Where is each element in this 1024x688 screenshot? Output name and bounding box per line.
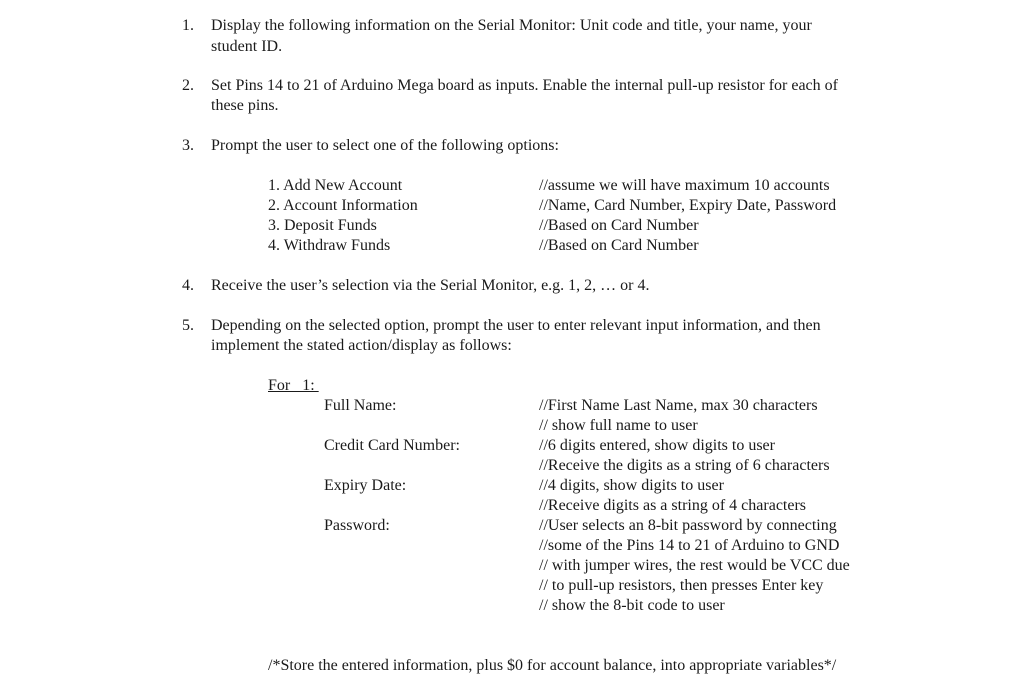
option-comment: //assume we will have maximum 10 accounts bbox=[539, 177, 830, 194]
item-number: 5. bbox=[182, 317, 194, 334]
item-text: these pins. bbox=[211, 97, 279, 114]
field-label-password: Password: bbox=[324, 517, 390, 534]
footer-comment: /*Store the entered information, plus $0 for account balance, into appropriate variables*/ bbox=[268, 657, 837, 674]
field-comment: //User selects an 8-bit password by connecting bbox=[539, 517, 837, 534]
field-comment: // show full name to user bbox=[539, 417, 698, 434]
option-comment: //Based on Card Number bbox=[539, 237, 699, 254]
field-comment: //Receive the digits as a string of 6 characters bbox=[539, 457, 830, 474]
field-label-full-name: Full Name: bbox=[324, 397, 397, 414]
item-text: Set Pins 14 to 21 of Arduino Mega board as inputs. Enable the internal pull-up resistor for each of bbox=[211, 77, 838, 94]
option-comment: //Based on Card Number bbox=[539, 217, 699, 234]
item-text: implement the stated action/display as follows: bbox=[211, 337, 512, 354]
item-number: 1. bbox=[182, 17, 194, 34]
field-comment: // show the 8-bit code to user bbox=[539, 597, 725, 614]
field-label-credit-card: Credit Card Number: bbox=[324, 437, 460, 454]
for1-heading: For 1: bbox=[268, 377, 319, 394]
field-label-expiry-date: Expiry Date: bbox=[324, 477, 407, 494]
item-number: 2. bbox=[182, 77, 194, 94]
item-text: Receive the user’s selection via the Serial Monitor, e.g. 1, 2, … or 4. bbox=[211, 277, 650, 294]
field-comment: // with jumper wires, the rest would be VCC due bbox=[539, 557, 850, 574]
option-label: 1. Add New Account bbox=[268, 177, 403, 194]
option-comment: //Name, Card Number, Expiry Date, Password bbox=[539, 197, 837, 214]
field-comment: // to pull-up resistors, then presses Enter key bbox=[539, 577, 824, 594]
field-comment: //some of the Pins 14 to 21 of Arduino to GND bbox=[539, 537, 840, 554]
field-comment: //Receive digits as a string of 4 characters bbox=[539, 497, 807, 514]
field-comment: //First Name Last Name, max 30 characters bbox=[539, 397, 818, 414]
item-text: Depending on the selected option, prompt the user to enter relevant input information, and then bbox=[211, 317, 821, 334]
item-number: 3. bbox=[182, 137, 194, 154]
item-text: Prompt the user to select one of the following options: bbox=[211, 137, 559, 154]
option-label: 3. Deposit Funds bbox=[268, 217, 377, 234]
item-text: student ID. bbox=[211, 38, 283, 55]
option-label: 4. Withdraw Funds bbox=[268, 237, 391, 254]
field-comment: //4 digits, show digits to user bbox=[539, 477, 724, 494]
option-label: 2. Account Information bbox=[268, 197, 418, 214]
item-text: Display the following information on the Serial Monitor: Unit code and title, your name, your bbox=[211, 17, 812, 34]
item-number: 4. bbox=[182, 277, 194, 294]
field-comment: //6 digits entered, show digits to user bbox=[539, 437, 775, 454]
